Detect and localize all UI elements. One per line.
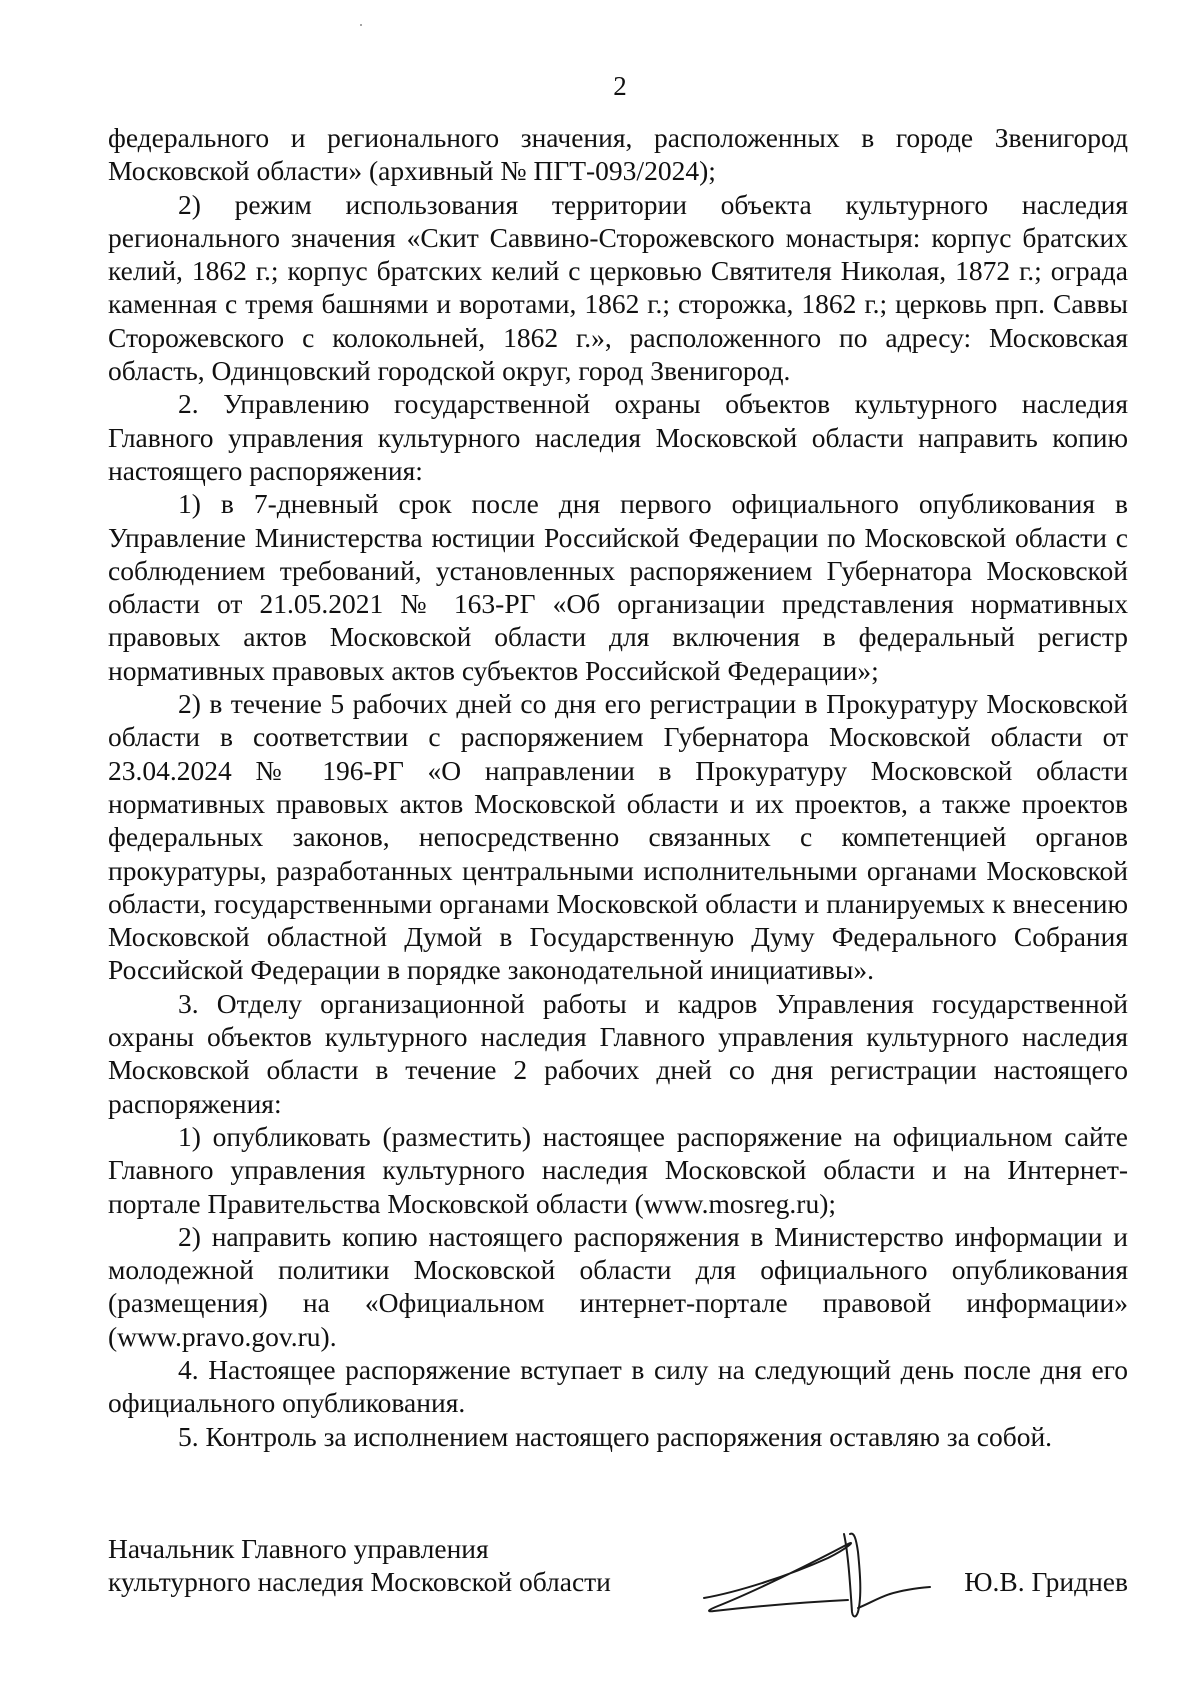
scan-artifact-dot (360, 24, 362, 26)
paragraph-clause-2-item-2: 2) в течение 5 рабочих дней со дня его регистрации в Прокуратуру Московской области в соответствии с распоряжением Губернатора Московской области от 23.04.2024 № 196-РГ «О направлении в Прокуратуру Московской области нормативных правовых актов Московской области и их проектов, а также проектов федеральных законов, непосредственно связанных с компетенцией органов прокуратуры, разработанных центральными исполнительными органами Московской области, государственными органами Московской области и планируемых к внесению Московской областной Думой в Государственную Думу Федерального Собрания Российской Федерации в порядке законодательной инициативы». (108, 688, 1128, 986)
paragraph-clause-4: 4. Настоящее распоряжение вступает в силу на следующий день после дня его официального опубликования. (108, 1353, 1128, 1419)
signatory-position-line-1: Начальник Главного управления (108, 1533, 489, 1564)
paragraph-clause-5: 5. Контроль за исполнением настоящего распоряжения оставляю за собой. (178, 1420, 1053, 1452)
page-number: 2 (613, 71, 627, 101)
paragraph-clause-2: 2. Управлению государственной охраны объектов культурного наследия Главного управления культурного наследия Московской области направить копию настоящего распоряжения: (108, 388, 1128, 486)
signatory-position (108, 1532, 668, 1599)
paragraph-clause-3: 3. Отделу организационной работы и кадров Управления государственной охраны объектов культурного наследия Главного управления культурного наследия Московской области в течение 2 рабочих дней со дня регистрации настоящего распоряжения: (108, 987, 1128, 1119)
paragraph-continuation: федерального и регионального значения, расположенных в городе Звенигород Московской области» (архивный № ПГТ-093/2024); (108, 122, 1128, 187)
signatory-name: Ю.В. Гриднев (964, 1566, 1128, 1597)
paragraph-clause-2-item-1: 1) в 7-дневный срок после дня первого официального опубликования в Управление Министерства юстиции Российской Федерации по Московской области с соблюдением требований, установленных распоряжением Губернатора Московской области от 21.05.2021 № 163-РГ «Об организации представления нормативных правовых актов Московской области для включения в федеральный регистр нормативных правовых актов субъектов Российской Федерации»; (108, 488, 1128, 686)
paragraph-item-2-regime: 2) режим использования территории объекта культурного наследия регионального значения «Скит Саввино-Сторожевского монастыря: корпус братских келий, 1862 г.; корпус братских келий с церковью Святителя Николая, 1872 г.; ограда каменная с тремя башнями и воротами, 1862 г.; сторожка, 1862 г.; церковь прп. Саввы Сторожевского с колокольней, 1862 г.», расположенного по адресу: Московская область, Одинцовский городской округ, город Звенигород. (108, 188, 1128, 387)
document-body (108, 121, 1128, 1453)
paragraph-clause-3-item-1: 1) опубликовать (разместить) настоящее распоряжение на официальном сайте Главного управления культурного наследия Московской области и на Интернет-портале Правительства Московской области (www.mosreg.ru); (108, 1120, 1128, 1219)
signatory-position-line-2: культурного наследия Московской области (108, 1566, 611, 1598)
signature-block (108, 1532, 1128, 1612)
handwritten-signature (698, 1512, 938, 1624)
paragraph-clause-3-item-2: 2) направить копию настоящего распоряжения в Министерство информации и молодежной политики Московской области для официального опубликования (размещения) на «Официальном интернет-портале правовой информации» (www.pravo.gov.ru). (108, 1220, 1128, 1352)
